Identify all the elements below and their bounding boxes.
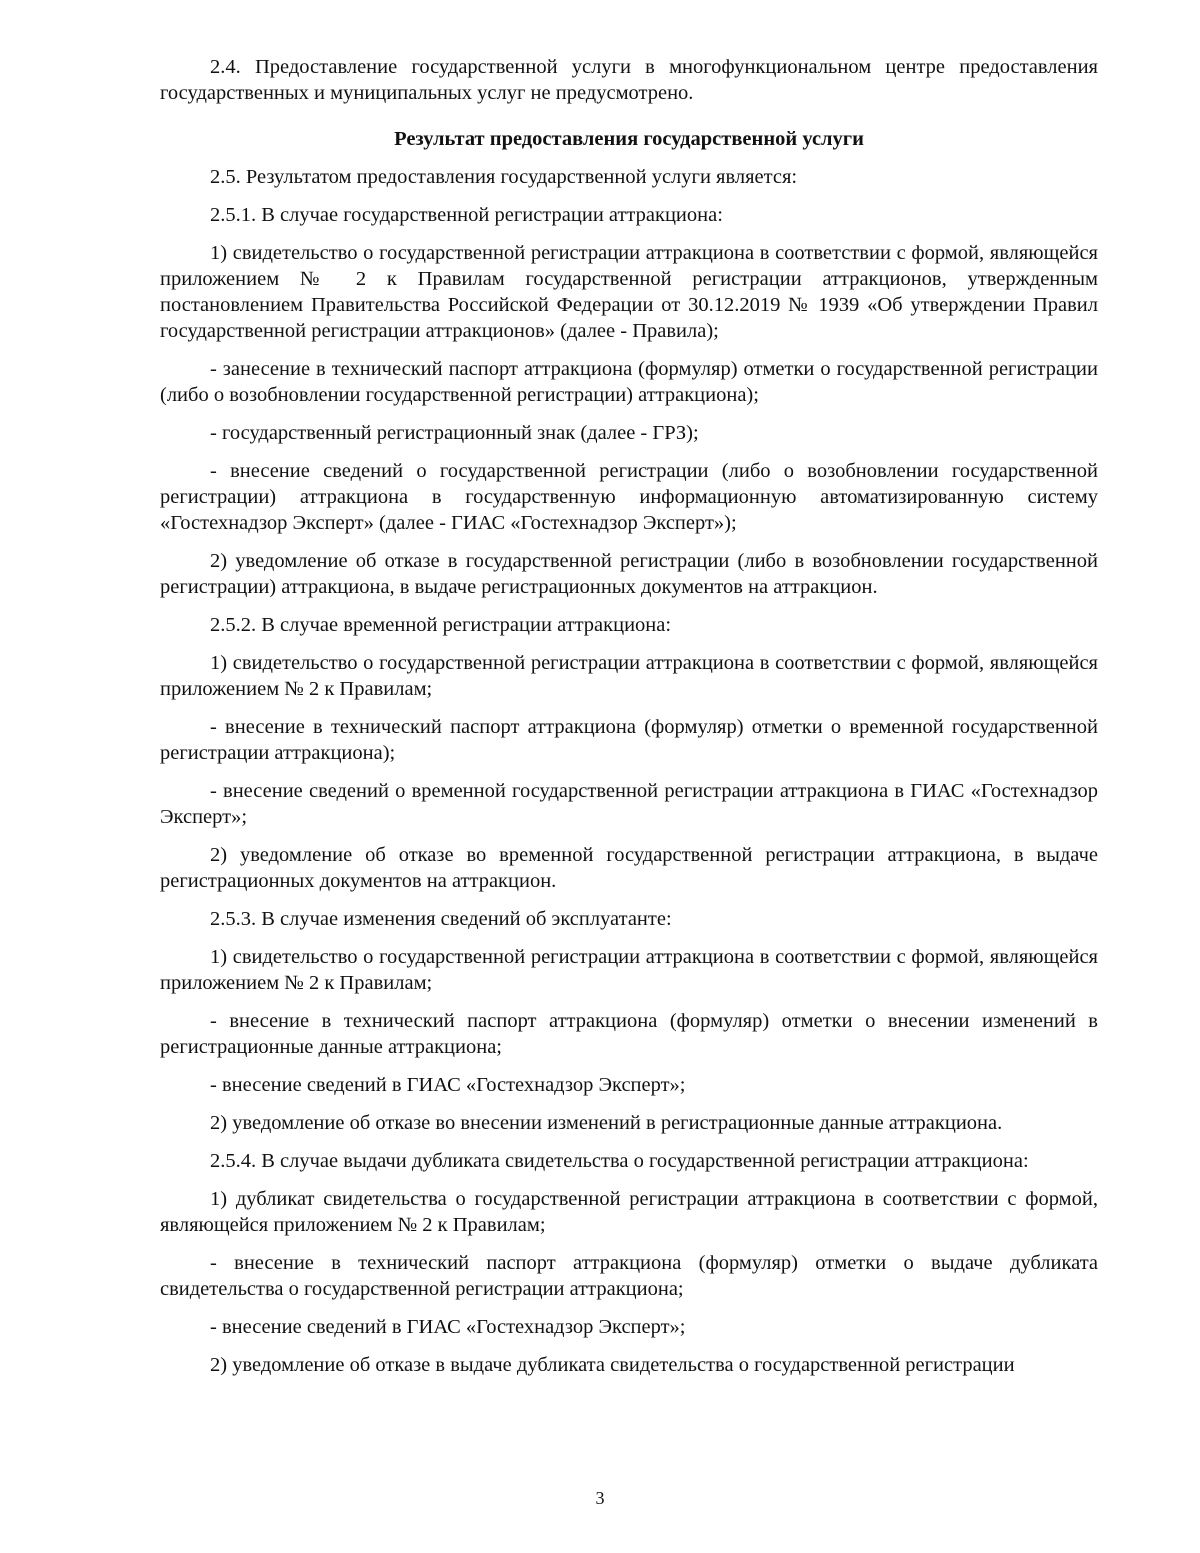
para-2-5-3-gias: - внесение сведений в ГИАС «Гостехнадзор Эксперт»; bbox=[210, 1074, 686, 1096]
para-2-5-1-gias: - внесение сведений о государственной регистрации (либо о возобновлении государственной регистрации) аттракциона в государственную информационную автоматизированную систему «Гостехнадзор Эксперт» (далее - ГИАС «Гостехнадзор Эксперт»); bbox=[160, 460, 1098, 534]
para-2-5: 2.5. Результатом предоставления государственной услуги является: bbox=[210, 166, 798, 188]
document-page bbox=[160, 54, 1098, 1390]
page-number: 3 bbox=[595, 1488, 605, 1508]
para-2-5-1-item-2: 2) уведомление об отказе в государственной регистрации (либо в возобновлении государственной регистрации) аттракциона, в выдаче регистрационных документов на аттракцион. bbox=[160, 550, 1098, 598]
section-heading-result: Результат предоставления государственной услуги bbox=[394, 128, 864, 150]
para-2-5-2-gias: - внесение сведений о временной государственной регистрации аттракциона в ГИАС «Гостехнадзор Эксперт»; bbox=[160, 780, 1098, 828]
para-2-5-3-passport-mark: - внесение в технический паспорт аттракциона (формуляр) отметки о внесении изменений в регистрационные данные аттракциона; bbox=[160, 1010, 1098, 1058]
para-2-5-1-grz: - государственный регистрационный знак (далее - ГРЗ); bbox=[210, 422, 699, 444]
para-2-4: 2.4. Предоставление государственной услуги в многофункциональном центре предоставления государственных и муниципальных услуг не предусмотрено. bbox=[160, 56, 1098, 104]
para-2-5-3-item-2: 2) уведомление об отказе во внесении изменений в регистрационные данные аттракциона. bbox=[210, 1112, 1003, 1134]
para-2-5-3-item-1: 1) свидетельство о государственной регистрации аттракциона в соответствии с формой, являющейся приложением № 2 к Правилам; bbox=[160, 946, 1098, 994]
para-2-5-4-passport-mark: - внесение в технический паспорт аттракциона (формуляр) отметки о выдаче дубликата свидетельства о государственной регистрации аттракциона; bbox=[160, 1252, 1098, 1300]
para-2-5-2-item-2: 2) уведомление об отказе во временной государственной регистрации аттракциона, в выдаче регистрационных документов на аттракцион. bbox=[160, 844, 1098, 892]
para-2-5-1: 2.5.1. В случае государственной регистрации аттракциона: bbox=[210, 204, 723, 226]
para-2-5-2-item-1: 1) свидетельство о государственной регистрации аттракциона в соответствии с формой, являющейся приложением № 2 к Правилам; bbox=[160, 652, 1098, 700]
para-2-5-2-passport-mark: - внесение в технический паспорт аттракциона (формуляр) отметки о временной государственной регистрации аттракциона); bbox=[160, 716, 1098, 764]
para-2-5-3: 2.5.3. В случае изменения сведений об эксплуатанте: bbox=[210, 908, 672, 930]
para-2-5-2: 2.5.2. В случае временной регистрации аттракциона: bbox=[210, 614, 672, 636]
para-2-5-4-gias: - внесение сведений в ГИАС «Гостехнадзор Эксперт»; bbox=[210, 1316, 686, 1338]
para-2-5-1-passport-mark: - занесение в технический паспорт аттракциона (формуляр) отметки о государственной регистрации (либо о возобновлении государственной регистрации) аттракциона); bbox=[160, 358, 1098, 406]
para-2-5-1-item-1: 1) свидетельство о государственной регистрации аттракциона в соответствии с формой, являющейся приложением № 2 к Правилам государственной регистрации аттракционов, утвержденным постановлением Правительства Российской Федерации от 30.12.2019 № 1939 «Об утверждении Правил государственной регистрации аттракционов» (далее - Правила); bbox=[160, 242, 1098, 342]
para-2-5-4-item-1: 1) дубликат свидетельства о государственной регистрации аттракциона в соответствии с формой, являющейся приложением № 2 к Правилам; bbox=[160, 1188, 1098, 1236]
para-2-5-4: 2.5.4. В случае выдачи дубликата свидетельства о государственной регистрации аттракциона: bbox=[210, 1150, 1029, 1172]
para-2-5-4-item-2: 2) уведомление об отказе в выдаче дубликата свидетельства о государственной регистрации bbox=[210, 1354, 1015, 1376]
